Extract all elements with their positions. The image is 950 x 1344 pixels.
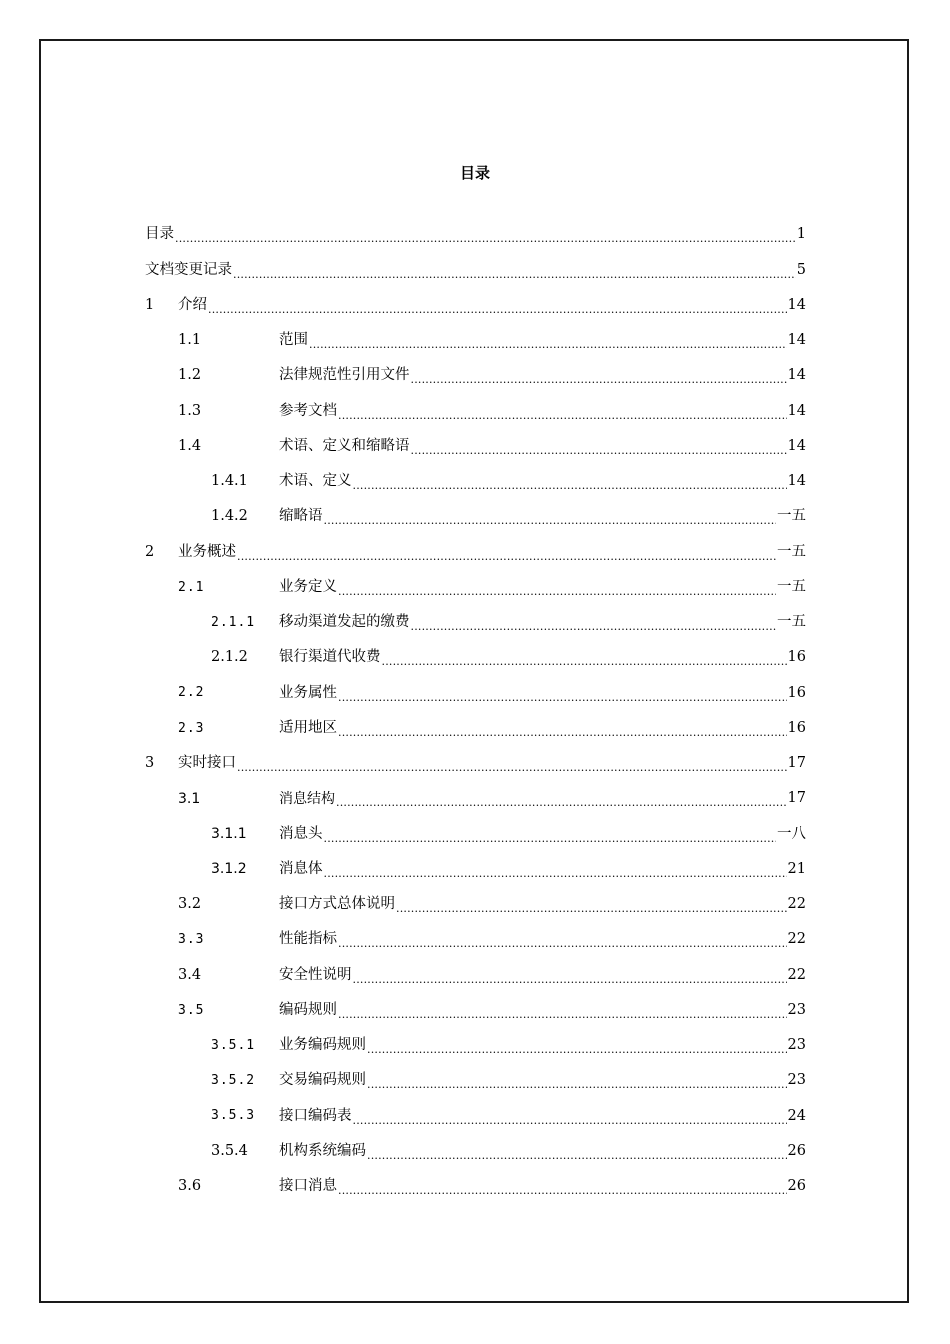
- toc-entry[interactable]: [145, 781, 806, 816]
- toc-entry-title: 移动渠道发起的缴费: [279, 614, 410, 631]
- toc-entry-page: 23: [787, 1037, 806, 1054]
- toc-entry[interactable]: [145, 640, 806, 675]
- toc-entry-title: 目录: [145, 226, 174, 243]
- toc-leader: [324, 868, 787, 882]
- toc-entry-title: 业务定义: [279, 578, 337, 595]
- toc-entry-title: 银行渠道代收费: [279, 649, 381, 666]
- toc-leader: [338, 938, 787, 952]
- toc-entry-page: 17: [787, 755, 806, 772]
- toc-entry[interactable]: [145, 887, 806, 922]
- toc-entry-title: 业务概述: [178, 543, 236, 560]
- toc-entry-page: 23: [787, 1072, 806, 1089]
- toc-leader: [353, 1115, 787, 1129]
- toc-entry-title: 消息头: [279, 825, 323, 842]
- toc-entry-number: 1.3: [178, 402, 202, 419]
- toc-leader: [309, 339, 787, 353]
- toc-leader: [367, 1150, 787, 1164]
- toc-entry-title: 性能指标: [279, 931, 337, 948]
- toc-entry-title: 消息结构: [279, 790, 335, 807]
- toc-entry[interactable]: [145, 358, 806, 393]
- toc-entry[interactable]: [145, 675, 806, 710]
- toc-entry[interactable]: [145, 1063, 806, 1098]
- toc-leader: [353, 974, 787, 988]
- toc-entry-number: 2.2: [178, 685, 205, 701]
- toc-leader: [338, 1185, 787, 1199]
- toc-entry[interactable]: [145, 993, 806, 1028]
- toc-entry-title: 参考文档: [279, 402, 337, 419]
- toc-entry-page: 一五: [777, 508, 806, 525]
- toc-entry-number: 3.2: [178, 896, 202, 913]
- toc-entry-title: 缩略语: [279, 508, 323, 525]
- toc-entry-title: 编码规则: [279, 1001, 337, 1018]
- toc-entry-page: 23: [787, 1001, 806, 1018]
- toc-entry[interactable]: [145, 711, 806, 746]
- toc-entry-number: 1.2: [178, 367, 202, 384]
- toc-entry-number: 1.4.1: [211, 473, 248, 490]
- toc-leader: [338, 692, 787, 706]
- toc-entry-page: 14: [787, 332, 806, 349]
- toc-leader: [367, 1044, 787, 1058]
- toc-entry-page: 22: [787, 966, 806, 983]
- toc-entry-number: 1.4: [178, 437, 202, 454]
- toc-leader: [237, 762, 787, 776]
- toc-entry-page: 24: [787, 1107, 806, 1124]
- toc-entry-page: 14: [787, 296, 806, 313]
- toc-leader: [338, 410, 787, 424]
- toc-leader: [336, 797, 787, 811]
- toc-entry-page: 17: [787, 790, 806, 807]
- toc-leader: [237, 551, 776, 565]
- toc-entry-title: 术语、定义: [279, 473, 352, 490]
- toc-entry[interactable]: [145, 605, 806, 640]
- toc-entry-number: 3.5.4: [211, 1142, 248, 1159]
- table-of-contents: [145, 217, 806, 1204]
- toc-entry[interactable]: [145, 1098, 806, 1133]
- toc-entry[interactable]: [145, 252, 806, 287]
- toc-entry-page: 16: [787, 719, 806, 736]
- toc-entry-page: 14: [787, 437, 806, 454]
- toc-entry[interactable]: [145, 816, 806, 851]
- toc-entry-title: 业务属性: [279, 684, 337, 701]
- toc-entry-page: 14: [787, 402, 806, 419]
- toc-entry-page: 16: [787, 649, 806, 666]
- toc-entry[interactable]: [145, 393, 806, 428]
- toc-entry-number: 2.1.2: [211, 649, 248, 666]
- toc-leader: [324, 833, 777, 847]
- toc-entry-title: 法律规范性引用文件: [279, 367, 410, 384]
- toc-entry-page: 16: [787, 684, 806, 701]
- toc-entry-page: 一八: [777, 825, 806, 842]
- toc-entry-page: 5: [796, 261, 806, 278]
- toc-entry-page: 21: [787, 860, 806, 877]
- toc-entry-page: 14: [787, 367, 806, 384]
- toc-leader: [396, 903, 787, 917]
- toc-entry-title: 适用地区: [279, 719, 337, 736]
- toc-entry-title: 术语、定义和缩略语: [279, 437, 410, 454]
- toc-entry[interactable]: [145, 499, 806, 534]
- toc-leader: [233, 269, 796, 283]
- toc-entry-number: 3.1: [178, 790, 201, 807]
- toc-entry-number: 3.4: [178, 966, 202, 983]
- toc-entry-page: 26: [787, 1178, 806, 1195]
- toc-entry-number: 3.1.2: [211, 861, 247, 878]
- toc-entry-page: 一五: [777, 543, 806, 560]
- toc-entry-page: 1: [796, 226, 806, 243]
- toc-entry[interactable]: [145, 957, 806, 992]
- toc-entry[interactable]: [145, 464, 806, 499]
- toc-entry[interactable]: [145, 746, 806, 781]
- toc-entry-title: 业务编码规则: [279, 1037, 366, 1054]
- toc-leader: [353, 480, 787, 494]
- toc-entry-page: 26: [787, 1142, 806, 1159]
- toc-leader: [324, 515, 777, 529]
- toc-entry-number: 1.4.2: [211, 508, 248, 525]
- toc-entry-page: 14: [787, 473, 806, 490]
- toc-entry-number: 2.3: [178, 720, 205, 736]
- toc-entry-number: 2.1.1: [211, 614, 256, 630]
- toc-entry[interactable]: [145, 288, 806, 323]
- toc-leader: [175, 233, 796, 247]
- toc-entry[interactable]: [145, 922, 806, 957]
- toc-entry-title: 接口消息: [279, 1178, 337, 1195]
- toc-entry-number: 1.1: [178, 332, 202, 349]
- toc-entry-title: 消息体: [279, 860, 323, 877]
- toc-heading: 目录: [459, 164, 490, 182]
- toc-entry-title: 接口方式总体说明: [279, 896, 395, 913]
- toc-leader: [338, 727, 787, 741]
- toc-entry-number: 2.1: [178, 579, 205, 595]
- toc-leader: [367, 1079, 787, 1093]
- toc-entry-title: 接口编码表: [279, 1107, 352, 1124]
- toc-entry[interactable]: [145, 429, 806, 464]
- toc-entry[interactable]: [145, 1028, 806, 1063]
- toc-leader: [411, 374, 787, 388]
- toc-entry[interactable]: [145, 323, 806, 358]
- toc-entry-number: 3.1.1: [211, 825, 247, 842]
- toc-leader: [411, 621, 777, 635]
- toc-entry-page: 一五: [777, 578, 806, 595]
- toc-entry-title: 安全性说明: [279, 966, 352, 983]
- toc-leader: [338, 1009, 787, 1023]
- toc-leader: [208, 304, 787, 318]
- toc-entry-number: 3.5.3: [211, 1108, 256, 1124]
- toc-entry-number: 3.6: [178, 1178, 202, 1195]
- toc-leader: [411, 445, 787, 459]
- toc-entry-number: 3.5.1: [211, 1037, 256, 1053]
- toc-entry-number: 2: [145, 543, 155, 560]
- toc-entry[interactable]: [145, 852, 806, 887]
- toc-entry-title: 文档变更记录: [145, 261, 232, 278]
- toc-entry-number: 3.5.2: [211, 1073, 256, 1089]
- toc-entry-number: 3: [145, 755, 155, 772]
- toc-entry-page: 22: [787, 931, 806, 948]
- toc-leader: [382, 656, 787, 670]
- toc-entry-page: 22: [787, 896, 806, 913]
- toc-entry[interactable]: [145, 1169, 806, 1204]
- toc-entry-number: 3.3: [178, 932, 205, 948]
- toc-entry-number: 1: [145, 296, 155, 313]
- toc-entry-title: 介绍: [178, 296, 207, 313]
- toc-entry-title: 范围: [279, 332, 308, 349]
- toc-entry[interactable]: [145, 1134, 806, 1169]
- toc-leader: [338, 586, 776, 600]
- toc-entry[interactable]: [145, 217, 806, 252]
- toc-entry-title: 机构系统编码: [279, 1142, 366, 1159]
- toc-entry-page: 一五: [777, 614, 806, 631]
- toc-entry-number: 3.5: [178, 1002, 205, 1018]
- toc-entry-title: 交易编码规则: [279, 1072, 366, 1089]
- toc-entry[interactable]: [145, 534, 806, 569]
- toc-entry-title: 实时接口: [178, 755, 236, 772]
- toc-entry[interactable]: [145, 570, 806, 605]
